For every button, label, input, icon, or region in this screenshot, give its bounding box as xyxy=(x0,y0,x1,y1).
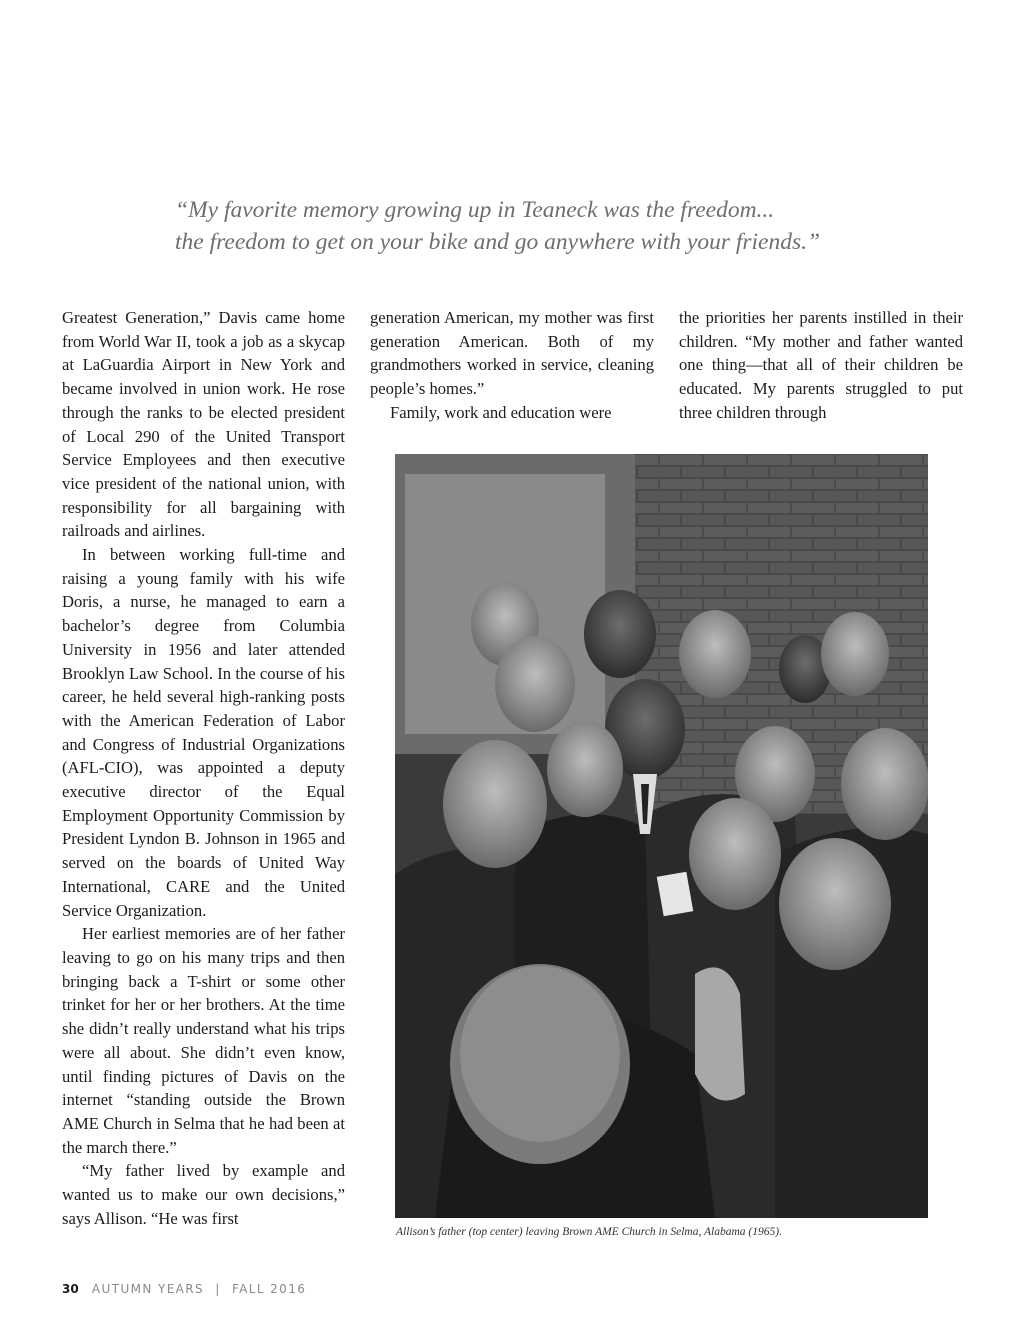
paragraph: Greatest Generation,” Davis came home from World War II, took a job as a skycap at LaGuardia Airport in New York and became involved in union work. He rose through the ranks to be elected president of Local 290 of the United Transport Service Employees and then executive vice president of the national union, with responsibility for all bargaining with railroads and airlines. xyxy=(62,308,345,541)
footer-separator: | xyxy=(215,1282,221,1296)
pull-quote xyxy=(175,194,935,258)
page-number: 30 xyxy=(62,1282,79,1296)
paragraph: Her earliest memories are of her father leaving to go on his many trips and then bringing back a T-shirt or some other trinket for her or her brothers. At the time she didn’t really understand what his trips were all about. She didn’t even know, until finding pictures of Davis on the internet “standing outside the Brown AME Church in Selma that he had been at the march there.” xyxy=(62,924,345,1157)
article-column-2 xyxy=(370,306,654,425)
paragraph: “My father lived by example and wanted us to make our own decisions,” says Allison. “He was first xyxy=(62,1161,345,1228)
paragraph: the priorities her parents instilled in their children. “My mother and father wanted one thing—that all of their children be educated. My parents struggled to put three children through xyxy=(679,308,963,422)
paragraph: Family, work and education were xyxy=(390,402,612,422)
issue-date: FALL 2016 xyxy=(231,1282,307,1296)
historical-photo xyxy=(395,454,928,1218)
page-footer xyxy=(62,1282,306,1296)
photo-illustration xyxy=(395,454,928,1218)
article-column-3 xyxy=(679,306,963,425)
paragraph: generation American, my mother was first generation American. Both of my grandmothers worked in service, cleaning people’s homes.” xyxy=(370,308,654,399)
photo-caption: Allison’s father (top center) leaving Brown AME Church in Selma, Alabama (1965). xyxy=(396,1226,782,1238)
paragraph: In between working full-time and raising a young family with his wife Doris, a nurse, he managed to earn a bachelor’s degree from Columbia University in 1956 and later attended Brooklyn Law School. In the course of his career, he held several high-ranking posts with the American Federation of Labor and Congress of Industrial Organizations (AFL-CIO), was appointed a deputy executive director of the Equal Employment Opportunity Commission by President Lyndon B. Johnson in 1965 and served on the boards of United Way International, CARE and the United Service Organization. xyxy=(62,545,345,920)
article-column-1 xyxy=(62,306,345,1230)
publication-name: AUTUMN YEARS xyxy=(91,1282,205,1296)
pull-quote-line-1: “My favorite memory growing up in Teaneck was the freedom... xyxy=(175,197,775,223)
pull-quote-line-2: the freedom to get on your bike and go anywhere with your friends.” xyxy=(175,229,821,255)
